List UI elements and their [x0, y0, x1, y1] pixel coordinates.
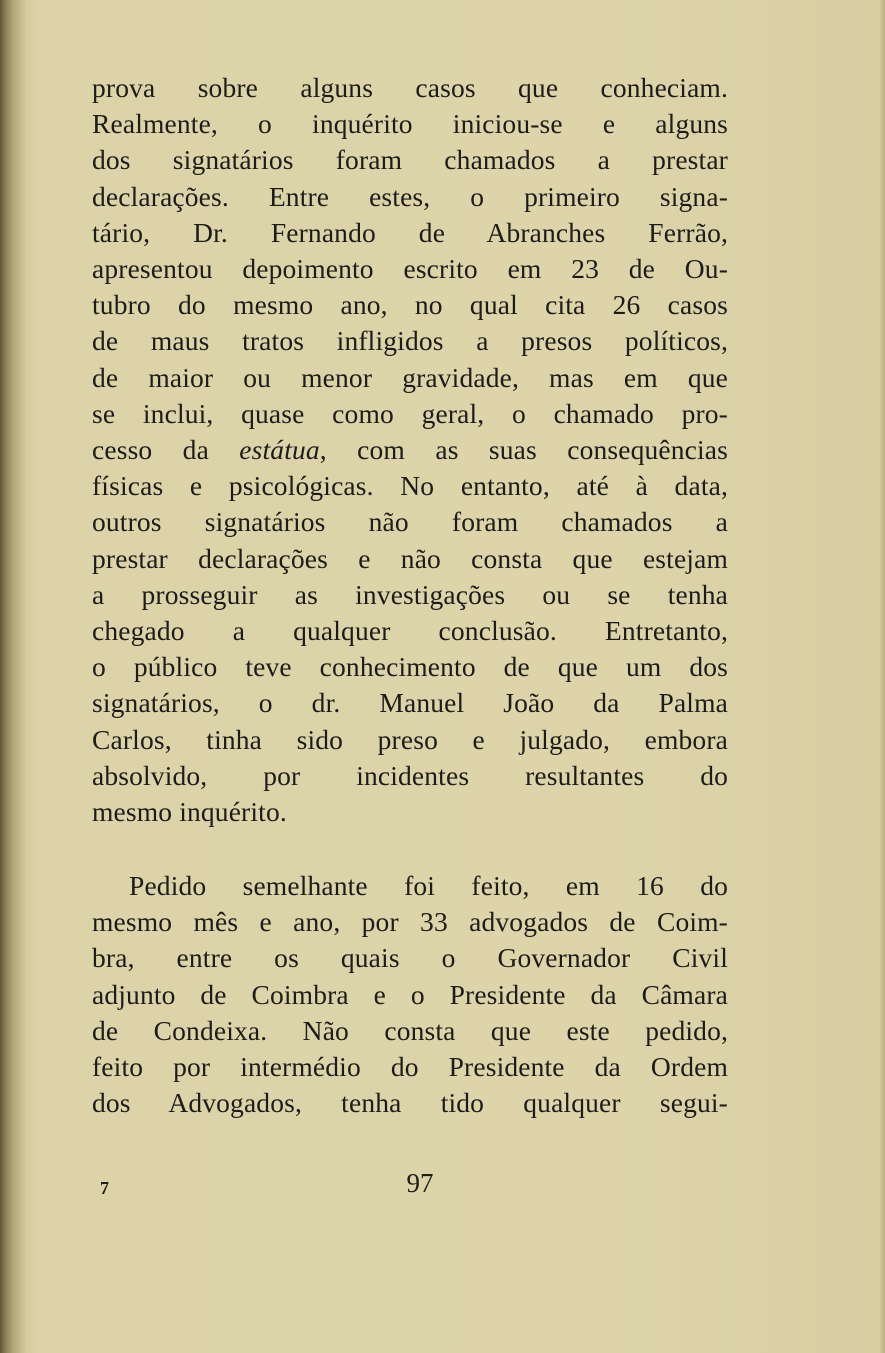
paragraph-1	[92, 70, 728, 830]
text-line: de maior ou menor gravidade, mas em que	[92, 361, 728, 393]
text-line: mesmo mês e ano, por 33 advogados de Coim-	[92, 906, 728, 938]
text-line: feito por intermédio do Presidente da Ordem	[92, 1051, 728, 1083]
text-line: de Condeixa. Não consta que este pedido,	[92, 1014, 728, 1046]
text-line: declarações. Entre estes, o primeiro signa-	[92, 180, 728, 212]
text-line: prestar declarações e não consta que estejam	[92, 542, 728, 574]
text-line: se inclui, quase como geral, o chamado pro-	[92, 397, 728, 429]
text-line: prova sobre alguns casos que conheciam.	[92, 72, 728, 103]
text-line: Realmente, o inquérito iniciou-se e alguns	[92, 108, 728, 140]
text-line: tubro do mesmo ano, no qual cita 26 casos	[92, 289, 728, 321]
text-line: outros signatários não foram chamados a	[92, 506, 728, 538]
text-line: dos signatários foram chamados a prestar	[92, 144, 728, 176]
signature-mark: 7	[100, 1178, 109, 1198]
text-line: dos Advogados, tenha tido qualquer segui-	[92, 1087, 728, 1119]
text-line: de maus tratos infligidos a presos políticos,	[92, 325, 728, 357]
text-line: Pedido semelhante foi feito, em 16 do	[129, 870, 728, 901]
text-line: bra, entre os quais o Governador Civil	[92, 942, 728, 974]
paragraph-2	[92, 868, 728, 1121]
text-line: a prosseguir as investigações ou se tenha	[92, 578, 728, 610]
text-line: apresentou depoimento escrito em 23 de Ou-	[92, 253, 728, 285]
text-line: signatários, o dr. Manuel João da Palma	[92, 687, 728, 719]
spine-shadow	[0, 0, 26, 1353]
text-line: absolvido, por incidentes resultantes do	[92, 759, 728, 791]
page-number: 97	[406, 1168, 434, 1198]
text-line: tário, Dr. Fernando de Abranches Ferrão,	[92, 216, 728, 248]
text-line: físicas e psicológicas. No entanto, até à data,	[92, 470, 728, 502]
text-line: chegado a qualquer conclusão. Entretanto,	[92, 615, 728, 647]
italic-word: estátua	[239, 434, 320, 466]
text-line: adjunto de Coimbra e o Presidente da Câmara	[92, 978, 728, 1010]
text-line-with-italic: cesso da estátua, com as suas consequências	[92, 434, 728, 466]
text-line: Carlos, tinha sido preso e julgado, embora	[92, 723, 728, 755]
page-edge	[879, 0, 885, 1353]
text-line: mesmo inquérito.	[92, 796, 287, 828]
text-line: o público teve conhecimento de que um dos	[92, 651, 728, 683]
